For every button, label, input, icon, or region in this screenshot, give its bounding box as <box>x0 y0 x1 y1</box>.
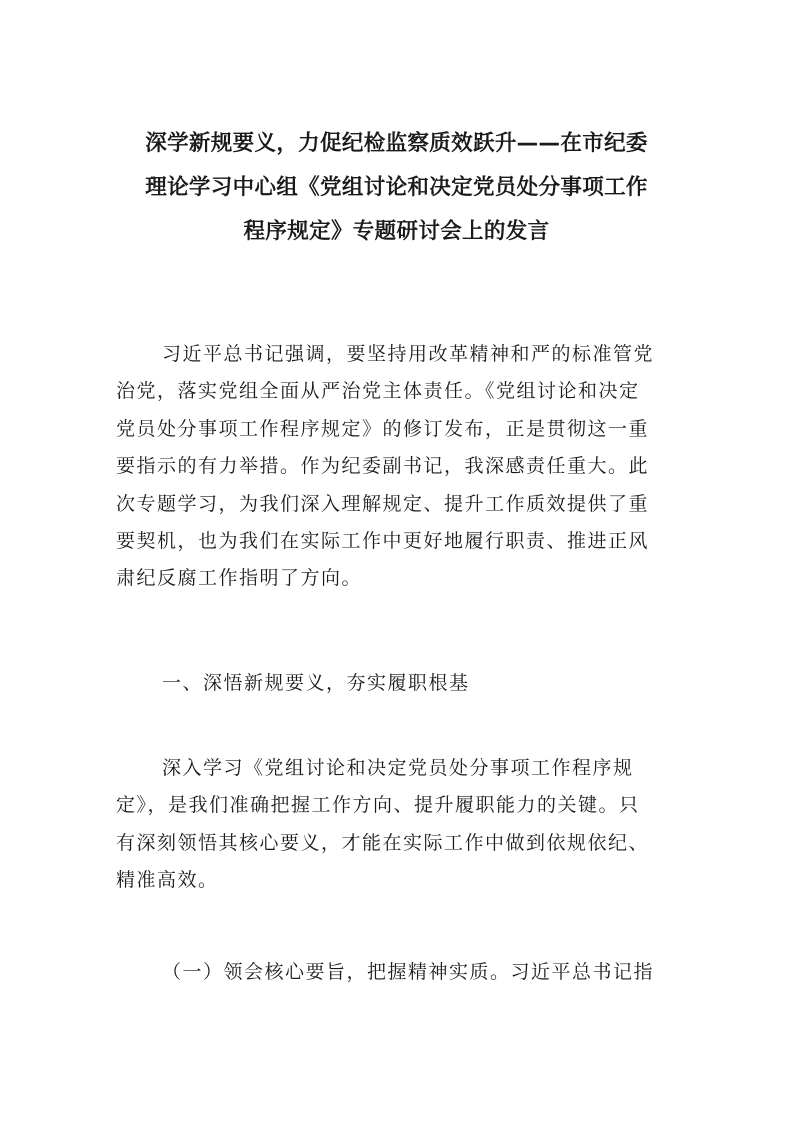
paragraph-line: 定》，是我们准确把握工作方向、提升履职能力的关键。只 <box>116 794 640 817</box>
paragraph-line: 有深刻领悟其核心要义，才能在实际工作中做到依规依纪、 <box>116 831 650 854</box>
intro-paragraph <box>116 336 677 598</box>
section-paragraph <box>116 750 677 900</box>
paragraph-line: 要指示的有力举措。作为纪委副书记，我深感责任重大。此 <box>116 455 650 478</box>
paragraph-line: 习近平总书记强调，要坚持用改革精神和严的标准管党 <box>162 343 655 365</box>
paragraph-line: 精准高效。 <box>116 869 219 892</box>
section-heading-text: 一、深悟新规要义，夯实履职根基 <box>162 672 470 694</box>
paragraph-line: 深入学习《党组讨论和决定党员处分事项工作程序规 <box>162 757 634 779</box>
paragraph-line: 治党，落实党组全面从严治党主体责任。《党组讨论和决定 <box>116 380 640 403</box>
paragraph-line: 要契机，也为我们在实际工作中更好地履行职责、推进正风 <box>116 530 650 553</box>
title-line: 程序规定》专题研讨会上的发言 <box>243 219 550 244</box>
paragraph-line: 党员处分事项工作程序规定》的修订发布，正是贯彻这一重 <box>116 417 650 440</box>
paragraph-line: 肃纪反腐工作指明了方向。 <box>116 567 363 590</box>
subsection-paragraph <box>116 954 677 991</box>
paragraph-line: 次专题学习，为我们深入理解规定、提升工作质效提供了重 <box>116 492 650 515</box>
section-heading <box>116 665 677 702</box>
title-line: 理论学习中心组《党组讨论和决定党员处分事项工作 <box>145 175 648 200</box>
title-line: 深学新规要义，力促纪检监察质效跃升——在市纪委 <box>145 131 648 156</box>
document-title <box>116 122 677 254</box>
paragraph-line: （一）领会核心要旨，把握精神实质。习近平总书记指 <box>162 961 655 983</box>
